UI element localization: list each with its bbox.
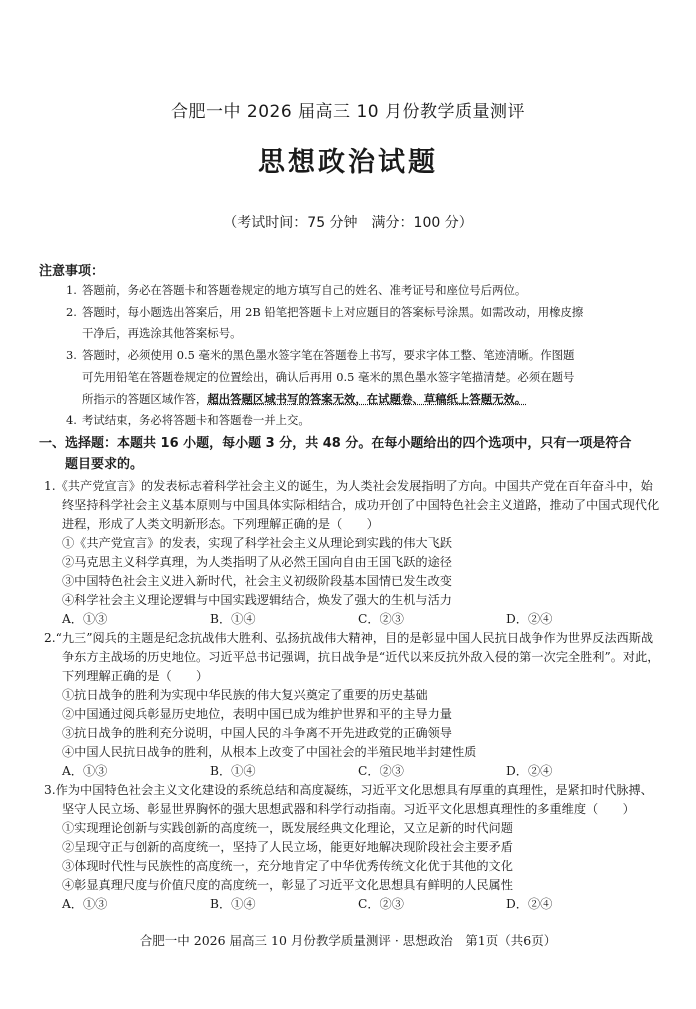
question-stem (44, 781, 664, 819)
exam-header-title: 合肥一中 2026 届高三 10 月份教学质量测评 (170, 102, 525, 122)
question-option: ②马克思主义科学真理，为人类指明了从必然王国向自由王国飞跃的途径 (62, 555, 452, 569)
question-number: 1. (44, 479, 56, 493)
subject-title: 思想政治试题 (258, 147, 438, 178)
choice-a: A．①③ (62, 612, 108, 626)
question-option: ③体现时代性与民族性的高度统一，充分地肯定了中华优秀传统文化优于其他的文化 (62, 859, 513, 873)
answer-choices (44, 762, 664, 781)
question-option: ①《共产党宣言》的发表，实现了科学社会主义从理论到实践的伟大飞跃 (62, 536, 452, 550)
notice-item-text: 答题时，每小题选出答案后，用 2B 铅笔把答题卡上对应题目的答案标号涂黑。如需改动，用橡皮擦 (82, 304, 584, 319)
notice-item-1 (66, 280, 658, 302)
question-option: ③抗日战争的胜利充分说明，中国人民的斗争离不开先进政党的正确领导 (62, 726, 452, 740)
notice-item-3 (66, 345, 658, 410)
page-footer: 合肥一中 2026 届高三 10 月份教学质量测评 · 思想政治 第1页（共6页） (139, 933, 557, 948)
notice-item-4 (66, 410, 658, 432)
notice-item-text: 考试结束，务必将答题卡和答题卷一并上交。 (82, 413, 310, 428)
question-number: 3. (44, 783, 56, 797)
question-stem-text: “九三”阅兵的主题是纪念抗战伟大胜利、弘扬抗战伟大精神，目的是彰显中国人民抗日战争作为世界反法西斯战争东方主战场的历史地位。习近平总书记强调，抗日战争是“近代以来反抗外敌入侵的第一次完全胜利”。对此，下列理解正确的是（ ） (55, 631, 660, 683)
section-title (39, 433, 661, 475)
question-option: ④彰显真理尺度与价值尺度的高度统一，彰显了习近平文化思想具有鲜明的人民属性 (62, 878, 513, 892)
notice-item-number: 3. (66, 348, 77, 363)
choice-d: D．②④ (506, 764, 553, 778)
question-option: ④中国人民抗日战争的胜利，从根本上改变了中国社会的半殖民地半封建性质 (62, 745, 477, 759)
notice-emphasis: 超出答题区域书写的答案无效，在试题卷、草稿纸上答题无效。 (207, 391, 527, 406)
question-1 (44, 477, 664, 629)
question-stem-text: 《共产党宣言》的发表标志着科学社会主义的诞生，为人类社会发展指明了方向。中国共产党在百年奋斗中，始终坚持科学社会主义基本原则与中国具体实际相结合，成功开创了中国特色社会主义道路，推动了中国式现代化进程，形成了人类文明新形态。下列理解正确的是（ ） (55, 479, 660, 531)
choice-c: C．②③ (358, 764, 404, 778)
question-option: ②呈现守正与创新的高度统一，坚持了人民立场，能更好地解决现阶段社会主要矛盾 (62, 840, 513, 854)
question-list (44, 477, 664, 914)
question-stem (44, 629, 664, 686)
section-title-line: 题目要求的。 (65, 457, 144, 472)
choice-b: B．①④ (210, 612, 256, 626)
question-stem (44, 477, 664, 534)
question-option: ④科学社会主义理论逻辑与中国实践逻辑结合，焕发了强大的生机与活力 (62, 593, 452, 607)
choice-c: C．②③ (358, 612, 404, 626)
question-number: 2. (44, 631, 56, 645)
question-3 (44, 781, 664, 914)
notice-list (66, 280, 658, 432)
answer-choices (44, 610, 664, 629)
exam-info: （考试时间：75 分钟 满分：100 分） (223, 215, 473, 231)
choice-a: A．①③ (62, 897, 108, 911)
notice-item-text: 答题前，务必在答题卡和答题卷规定的地方填写自己的姓名、准考证号和座位号后两位。 (82, 283, 527, 297)
question-option: ①抗日战争的胜利为实现中华民族的伟大复兴奠定了重要的历史基础 (62, 688, 428, 702)
choice-b: B．①④ (210, 897, 256, 911)
choice-b: B．①④ (210, 764, 256, 778)
notice-item-text-cont: 可先用铅笔在答题卷规定的位置绘出，确认后再用 0.5 毫米的黑色墨水签字笔描清楚。必须在题号 (82, 369, 575, 384)
notice-item-text-cont: 干净后，再选涂其他答案标号。 (82, 326, 242, 341)
choice-d: D．②④ (506, 897, 553, 911)
notice-item-2 (66, 302, 658, 345)
question-option: ②中国通过阅兵彰显历史地位，表明中国已成为维护世界和平的主导力量 (62, 707, 452, 721)
notice-item-text-cont (66, 389, 658, 411)
notice-item-number: 1. (66, 283, 77, 297)
question-2 (44, 629, 664, 781)
answer-choices (44, 895, 664, 914)
notice-item-text: 答题时，必须使用 0.5 毫米的黑色墨水签字笔在答题卷上书写，要求字体工整、笔迹清晰。作图题 (82, 348, 575, 363)
section-title-line: 一、选择题：本题共 16 小题，每小题 3 分，共 48 分。在每小题给出的四个选项中，只有一项是符合 (39, 436, 632, 451)
choice-c: C．②③ (358, 897, 404, 911)
notice-title: 注意事项： (39, 264, 105, 279)
question-option: ①实现理论创新与实践创新的高度统一，既发展经典文化理论，又立足新的时代问题 (62, 821, 513, 835)
notice-item-number: 2. (66, 304, 77, 319)
choice-a: A．①③ (62, 764, 108, 778)
question-stem-text: 作为中国特色社会主义文化建设的系统总结和高度凝练，习近平文化思想具有厚重的真理性，是紧扣时代脉搏、坚守人民立场、彰显世界胸怀的强大思想武器和科学行动指南。习近平文化思想真理性的多重维度（ ） (55, 783, 653, 816)
question-option: ③中国特色社会主义进入新时代，社会主义初级阶段基本国情已发生改变 (62, 574, 452, 588)
notice-item-text-part: 所指示的答题区域作答， (82, 391, 208, 406)
choice-d: D．②④ (506, 612, 553, 626)
notice-item-number: 4. (66, 413, 77, 428)
